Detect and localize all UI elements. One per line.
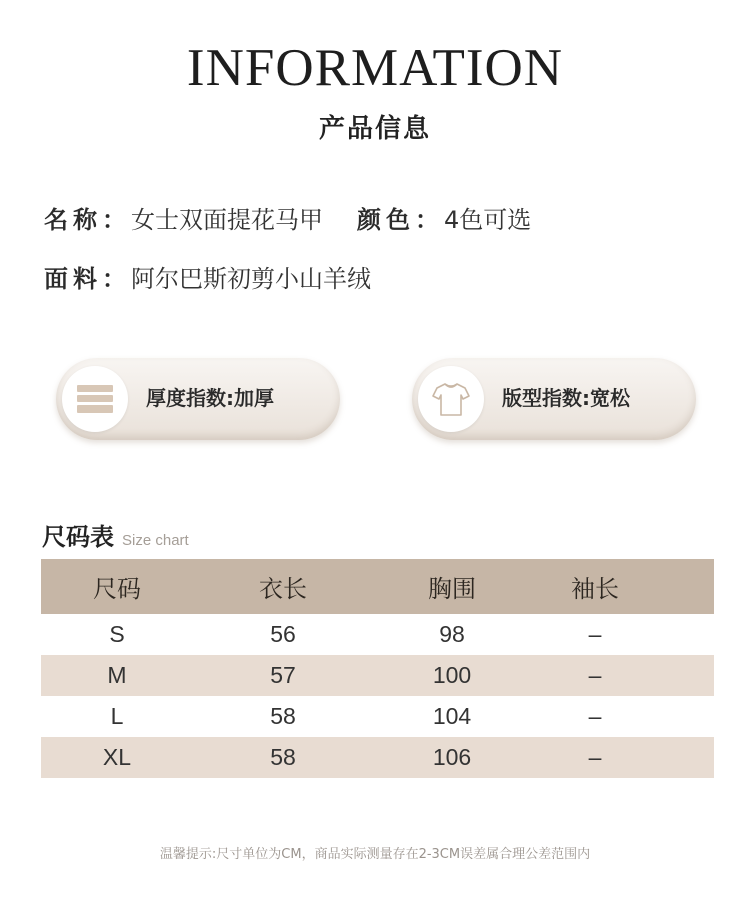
column-header-size: 尺码 xyxy=(93,575,141,603)
column-header-bust: 胸围 xyxy=(428,575,476,603)
name-value: 女士双面提花马甲 xyxy=(131,206,323,234)
table-row xyxy=(41,737,714,778)
length-cell: 58 xyxy=(270,744,296,770)
size-cell: XL xyxy=(102,744,132,770)
bust-cell: 98 xyxy=(439,621,465,647)
bust-cell: 106 xyxy=(432,744,472,770)
size-cell: S xyxy=(109,621,125,647)
length-cell: 58 xyxy=(270,703,296,729)
length-cell: 57 xyxy=(270,662,296,688)
t-shirt-icon xyxy=(418,366,484,432)
name-label: 名称： xyxy=(44,206,131,234)
color-label: 颜色： xyxy=(357,206,444,234)
fabric-label: 面料： xyxy=(44,265,131,293)
info-row-name-color xyxy=(44,203,531,237)
column-header-sleeve: 袖长 xyxy=(571,575,619,603)
size-chart-title-en: Size chart xyxy=(122,532,189,549)
page-title-en: INFORMATION xyxy=(186,39,564,97)
length-cell: 56 xyxy=(270,621,296,647)
size-chart-title-cn: 尺码表 xyxy=(42,523,114,551)
column-header-length: 衣长 xyxy=(259,575,307,603)
fit-text: 版型指数:宽松 xyxy=(502,386,630,410)
info-row-fabric xyxy=(44,262,371,296)
size-cell: L xyxy=(110,703,124,729)
thickness-badge xyxy=(56,358,340,440)
footer-note: 温馨提示:尺寸单位为CM，商品实际测量存在2-3CM误差属合理公差范围内 xyxy=(159,847,591,862)
fabric-value: 阿尔巴斯初剪小山羊绒 xyxy=(131,265,371,293)
sleeve-cell: – xyxy=(588,703,602,729)
page-title-cn: 产品信息 xyxy=(318,114,431,144)
fabric-layers-icon xyxy=(62,366,128,432)
table-row xyxy=(41,655,714,696)
sleeve-cell: – xyxy=(588,621,602,647)
table-header-row xyxy=(41,559,714,614)
thickness-text: 厚度指数:加厚 xyxy=(146,386,274,410)
size-cell: M xyxy=(107,662,127,688)
fit-badge xyxy=(412,358,696,440)
size-table xyxy=(41,559,714,778)
table-row xyxy=(41,614,714,655)
table-row xyxy=(41,696,714,737)
sleeve-cell: – xyxy=(588,662,602,688)
color-value: 4色可选 xyxy=(444,206,532,234)
bust-cell: 104 xyxy=(432,703,472,729)
size-chart-heading xyxy=(42,517,189,552)
sleeve-cell: – xyxy=(588,744,602,770)
bust-cell: 100 xyxy=(432,662,472,688)
